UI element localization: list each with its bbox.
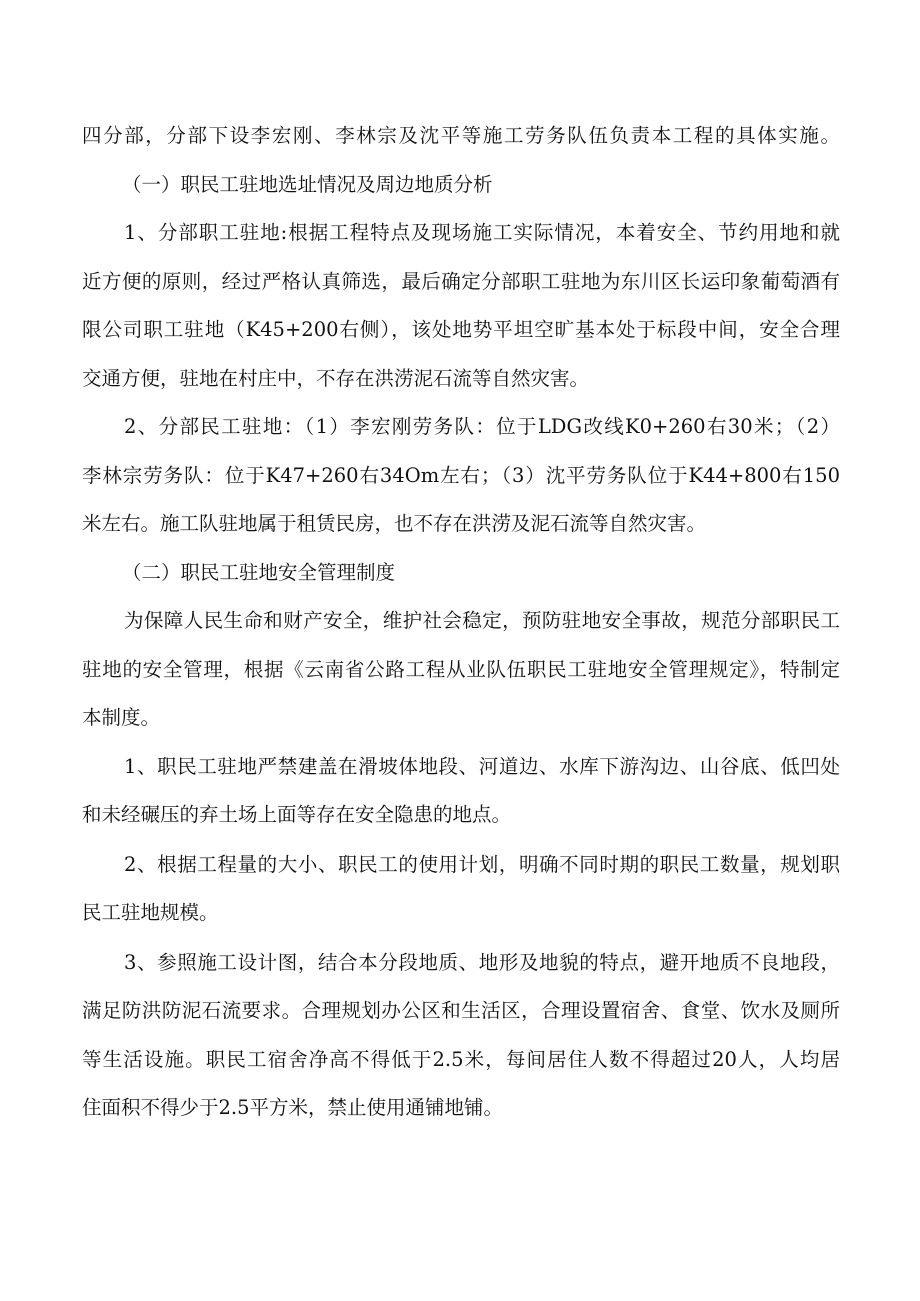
paragraph-line: 3、参照施工设计图，结合本分段地质、地形及地貌的特点，避开地质不良地段， — [124, 951, 840, 974]
paragraph-line: 驻地的安全管理，根据《云南省公路工程从业队伍职民工驻地安全管理规定》，特制定 — [82, 658, 840, 681]
paragraph-line: 民工驻地规模。 — [82, 901, 219, 924]
paragraph-line: 2、分部民工驻地：（1）李宏刚劳务队：位于LDG改线K0+260右30米；（2） — [124, 415, 840, 438]
paragraph-line: 满足防洪防泥石流要求。合理规划办公区和生活区，合理设置宿舍、食堂、饮水及厕所 — [82, 999, 840, 1022]
paragraph-line: 1、职民工驻地严禁建盖在滑坡体地段、河道边、水库下游沟边、山谷底、低凹处 — [124, 755, 840, 778]
paragraph-line: 和未经碾压的弃土场上面等存在安全隐患的地点。 — [82, 803, 512, 826]
paragraph-line: 限公司职工驻地（K45+200右侧），该处地势平坦空旷基本处于标段中间，安全合理 — [82, 318, 840, 341]
paragraph-line: 米左右。施工队驻地属于租赁民房，也不存在洪涝及泥石流等自然灾害。 — [82, 512, 707, 535]
paragraph-line: 1、分部职工驻地:根据工程特点及现场施工实际情况，本着安全、节约用地和就 — [124, 221, 840, 244]
paragraph-line: 住面积不得少于2.5平方米，禁止使用通铺地铺。 — [82, 1096, 504, 1119]
paragraph-line: 为保障人民生命和财产安全，维护社会稳定，预防驻地安全事故，规范分部职民工 — [124, 609, 840, 632]
paragraph-line: 等生活设施。职民工宿舍净高不得低于2.5米，每间居住人数不得超过20人，人均居 — [82, 1048, 840, 1071]
paragraph-line: 李林宗劳务队：位于K47+260右34Om左右；（3）沈平劳务队位于K44+800右150 — [82, 464, 840, 487]
section-heading: （二）职民工驻地安全管理制度 — [122, 561, 396, 584]
paragraph-line: 交通方便，驻地在村庄中，不存在洪涝泥石流等自然灾害。 — [82, 367, 590, 390]
paragraph-line: 2、根据工程量的大小、职民工的使用计划，明确不同时期的职民工数量，规划职 — [124, 853, 840, 876]
section-heading: （一）职民工驻地选址情况及周边地质分析 — [122, 173, 493, 196]
paragraph-line: 四分部，分部下设李宏刚、李林宗及沈平等施工劳务队伍负责本工程的具体实施。 — [82, 124, 840, 147]
paragraph-line: 本制度。 — [82, 706, 161, 729]
paragraph-line: 近方便的原则，经过严格认真筛选，最后确定分部职工驻地为东川区长运印象葡萄酒有 — [82, 270, 840, 293]
